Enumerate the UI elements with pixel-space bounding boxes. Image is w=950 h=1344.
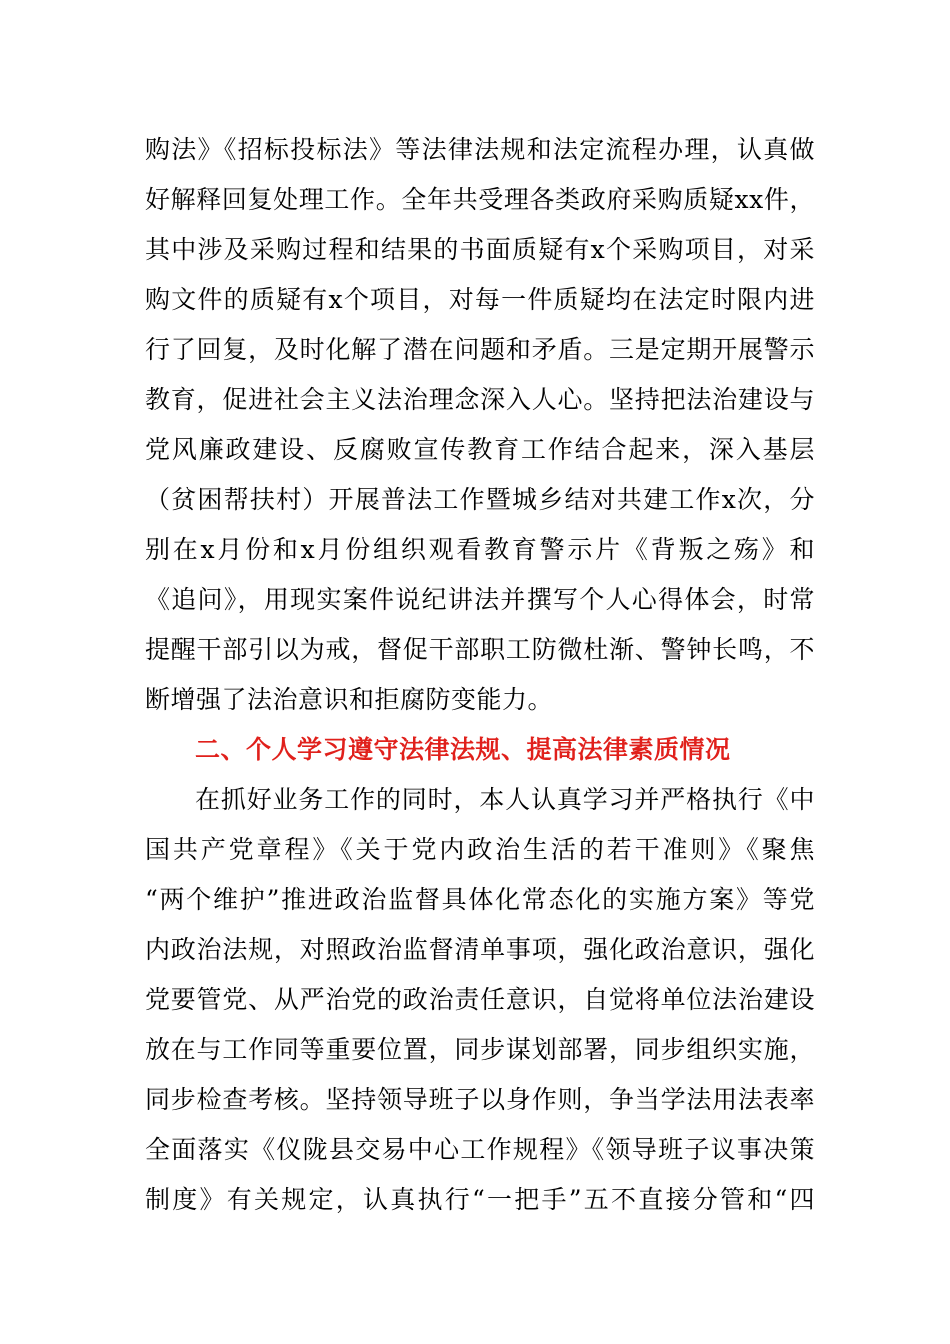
text-line: 行了回复，及时化解了潜在问题和矛盾。三是定期开展警示 — [145, 335, 815, 364]
text-line: 《追问》，用现实案件说纪讲法并撰写个人心得体会，时常 — [145, 585, 815, 614]
text-line: 同步检查考核。坚持领导班子以身作则，争当学法用法表率 — [145, 1085, 815, 1114]
text-line: 国共产党章程》《关于党内政治生活的若干准则》《聚焦 — [145, 835, 815, 864]
text-line: 制度》有关规定，认真执行“一把手”五不直接分管和“四 — [145, 1185, 815, 1214]
text-line: 内政治法规，对照政治监督清单事项，强化政治意识，强化 — [145, 935, 815, 964]
text-line: 党要管党、从严治党的政治责任意识，自觉将单位法治建设 — [145, 985, 815, 1014]
text-line: 断增强了法治意识和拒腐防变能力。 — [145, 685, 554, 714]
text-line: 别在x月份和x月份组织观看教育警示片《背叛之殇》和 — [145, 535, 815, 564]
text-line: 全面落实《仪陇县交易中心工作规程》《领导班子议事决策 — [145, 1135, 815, 1164]
text-line: 其中涉及采购过程和结果的书面质疑有x个采购项目，对采 — [145, 235, 815, 264]
text-line: “两个维护”推进政治监督具体化常态化的实施方案》等党 — [145, 885, 815, 914]
text-line: 购法》《招标投标法》等法律法规和法定流程办理，认真做 — [145, 135, 815, 164]
text-line: 提醒干部引以为戒，督促干部职工防微杜渐、警钟长鸣，不 — [145, 635, 815, 664]
text-line: （贫困帮扶村）开展普法工作暨城乡结对共建工作x次，分 — [145, 485, 815, 514]
text-line: 购文件的质疑有x个项目，对每一件质疑均在法定时限内进 — [145, 285, 815, 314]
text-line: 在抓好业务工作的同时，本人认真学习并严格执行《中 — [195, 785, 815, 814]
text-line: 放在与工作同等重要位置，同步谋划部署，同步组织实施， — [145, 1035, 815, 1064]
text-line: 教育，促进社会主义法治理念深入人心。坚持把法治建设与 — [145, 385, 815, 414]
section-heading: 二、个人学习遵守法律法规、提高法律素质情况 — [195, 735, 731, 764]
text-line: 党风廉政建设、反腐败宣传教育工作结合起来，深入基层 — [145, 435, 815, 464]
text-line: 好解释回复处理工作。全年共受理各类政府采购质疑xx件， — [145, 185, 815, 214]
